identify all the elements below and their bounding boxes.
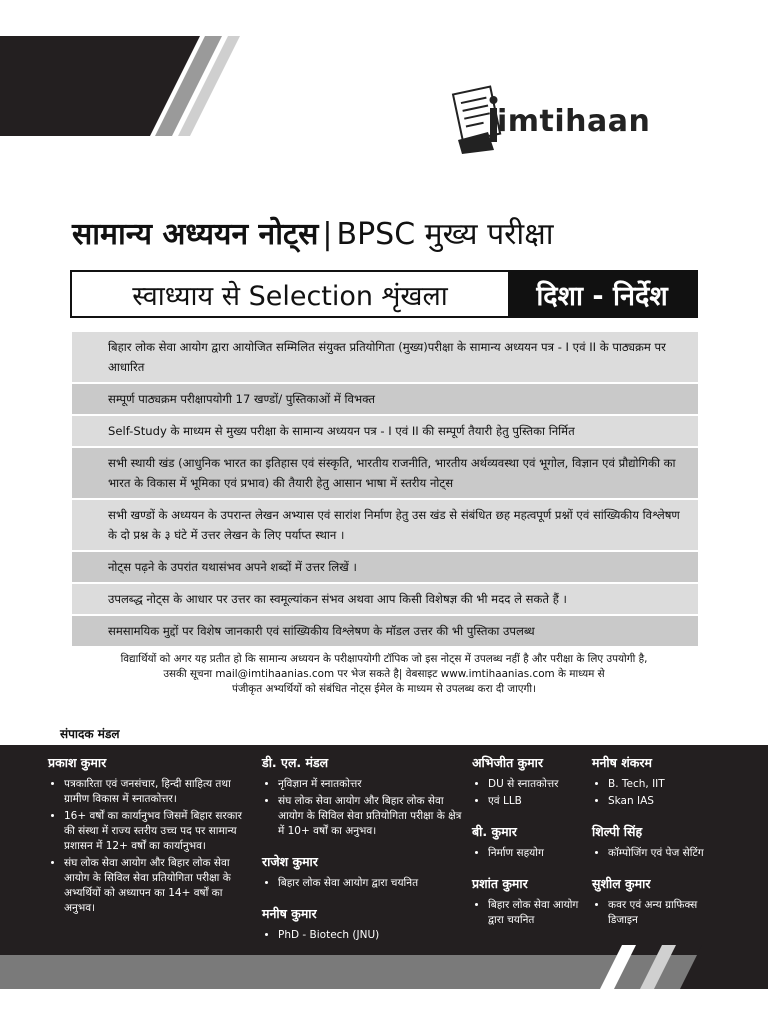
editor-points [592,777,712,809]
editor-column [592,754,712,942]
page-title [72,212,702,253]
feature-item: समसामयिक मुद्दों पर विशेष जानकारी एवं सांख्यिकीय विश्लेषण के मॉडल उत्तर की भी पुस्तिका उपलब्ध [72,616,698,646]
note-line: उसकी सूचना mail@imtihaanias.com पर भेज सकते है| वेबसाइट www.imtihaanias.com के माध्यम से [163,668,605,680]
editor-point: • संघ लोक सेवा आयोग और बिहार लोक सेवा आयोग के सिविल सेवा प्रतियोगिता परीक्षा के क्षेत्र में 10+ वर्षों का अनुभव। [278,794,462,839]
editor-points [472,898,587,928]
editor-name: प्रशांत कुमार [472,876,528,891]
feature-item: सभी खण्डों के अध्ययन के उपरान्त लेखन अभ्यास एवं सारांश निर्माण हेतु उस खंड से संबंधित छह महत्वपूर्ण प्रश्नों एवं सांख्यिकीय विश्लेषण के दो प्रश्न के ३ घंटे में उत्तर लेखन के लिए पर्याप्त स्थान । [72,500,698,550]
feature-item: सम्पूर्ण पाठ्यक्रम परीक्षापयोगी 17 खण्डों/ पुस्तिकाओं में विभक्त [72,384,698,414]
editor-point: • कवर एवं अन्य ग्राफिक्स डिजाइन [608,898,712,928]
feature-item: उपलब्द्ध नोट्स के आधार पर उत्तर का स्वमूल्यांकन संभव अथवा आप किसी विशेषज्ञ की भी मदद ले सकते हैं । [72,584,698,614]
editor-point: • Skan IAS [608,794,712,809]
editor-points [48,777,248,916]
editor-points [472,777,587,809]
editor-name: शिल्पी सिंह [592,824,643,839]
title-part1: सामान्य अध्ययन नोट्स [72,217,319,252]
guidelines-label: दिशा - निर्देश [508,272,696,316]
editor-points [592,846,712,861]
editor-point: • संघ लोक सेवा आयोग और बिहार लोक सेवा आयोग के सिविल सेवा प्रतियोगिता परीक्षा के अभ्यर्थियों को अध्यापन का 14+ वर्षों का अनुभव। [64,856,248,916]
editor-point: • बिहार लोक सेवा आयोग द्वारा चयनित [488,898,587,928]
editor-point: • PhD - Biotech (JNU) [278,928,462,943]
brand-name: imtihaan [497,104,651,139]
editor-points [472,846,587,861]
title-separator: | [322,217,333,252]
editor-column [472,754,587,942]
feature-list [72,332,698,648]
title-part2: BPSC मुख्य परीक्षा [336,217,554,252]
editor-point: • नृविज्ञान में स्नातकोत्तर [278,777,462,792]
feature-item: बिहार लोक सेवा आयोग द्वारा आयोजित सम्मिलित संयुक्त प्रतियोगिता (मुख्य)परीक्षा के सामान्य अध्ययन पत्र - I एवं II के पाठ्यक्रम पर आधारित [72,332,698,382]
editor-point: • पत्रकारिता एवं जनसंचार, हिन्दी साहित्य तथा ग्रामीण विकास में स्नातकोत्तर। [64,777,248,807]
editor-point: • बिहार लोक सेवा आयोग द्वारा चयनित [278,876,462,891]
editor-name: बी. कुमार [472,824,517,839]
editor-name: प्रकाश कुमार [48,755,107,770]
feature-item: सभी स्थायी खंड (आधुनिक भारत का इतिहास एवं संस्कृति, भारतीय राजनीति, भारतीय अर्थव्यवस्था एवं भूगोल, विज्ञान एवं प्रौद्योगिकी का भारत के विकास में भूमिका एवं प्रभाव) की तैयारी हेतु आसान भाषा में स्तरीय नोट्स [72,448,698,498]
feature-item: Self-Study के माध्यम से मुख्य परीक्षा के सामान्य अध्ययन पत्र - I एवं II की सम्पूर्ण तैयारी हेतु पुस्तिका निर्मित [72,416,698,446]
editor-column [48,754,248,930]
editor-points [262,876,462,891]
editor-point: • कॉम्पोजिंग एवं पेज सेटिंग [608,846,712,861]
footer-stripes [580,945,768,989]
editor-name: राजेश कुमार [262,854,318,869]
editor-point: • एवं LLB [488,794,587,809]
note-line: विद्यार्थियों को अगर यह प्रतीत हो कि सामान्य अध्ययन के परीक्षापयोगी टॉपिक जो इस नोट्स में उपलब्ध नहीं है और परीक्षा के लिए उपयोगी है, [120,653,648,665]
editor-points [592,898,712,928]
series-banner [70,270,698,318]
editor-name: मनीष शंकरम [592,755,652,770]
editor-name: अभिजीत कुमार [472,755,543,770]
editor-points [262,777,462,839]
editor-point: • DU से स्नातकोत्तर [488,777,587,792]
editor-points [262,928,462,943]
editor-name: डी. एल. मंडल [262,755,329,770]
editor-name: सुशील कुमार [592,876,651,891]
info-note [80,652,688,697]
editor-name: मनीष कुमार [262,906,317,921]
editor-column [262,754,462,957]
note-line: पंजीकृत अभ्यर्थियों को संबंधित नोट्स ईमेल के माध्यम से उपलब्ध करा दी जाएगी। [232,683,536,695]
editorial-board-label: संपादक मंडल [60,727,120,741]
editor-point: • 16+ वर्षों का कार्यानुभव जिसमें बिहार सरकार की संस्था में राज्य स्तरीय उच्च पद पर सामान्य प्रशासन में 12+ वर्षों का कार्यानुभव। [64,809,248,854]
editor-point: • निर्माण सहयोग [488,846,587,861]
editor-point: • B. Tech, IIT [608,777,712,792]
series-name: स्वाध्याय से Selection शृंखला [132,280,448,312]
feature-item: नोट्स पढ़ने के उपरांत यथासंभव अपने शब्दों में उत्तर लिखें । [72,552,698,582]
